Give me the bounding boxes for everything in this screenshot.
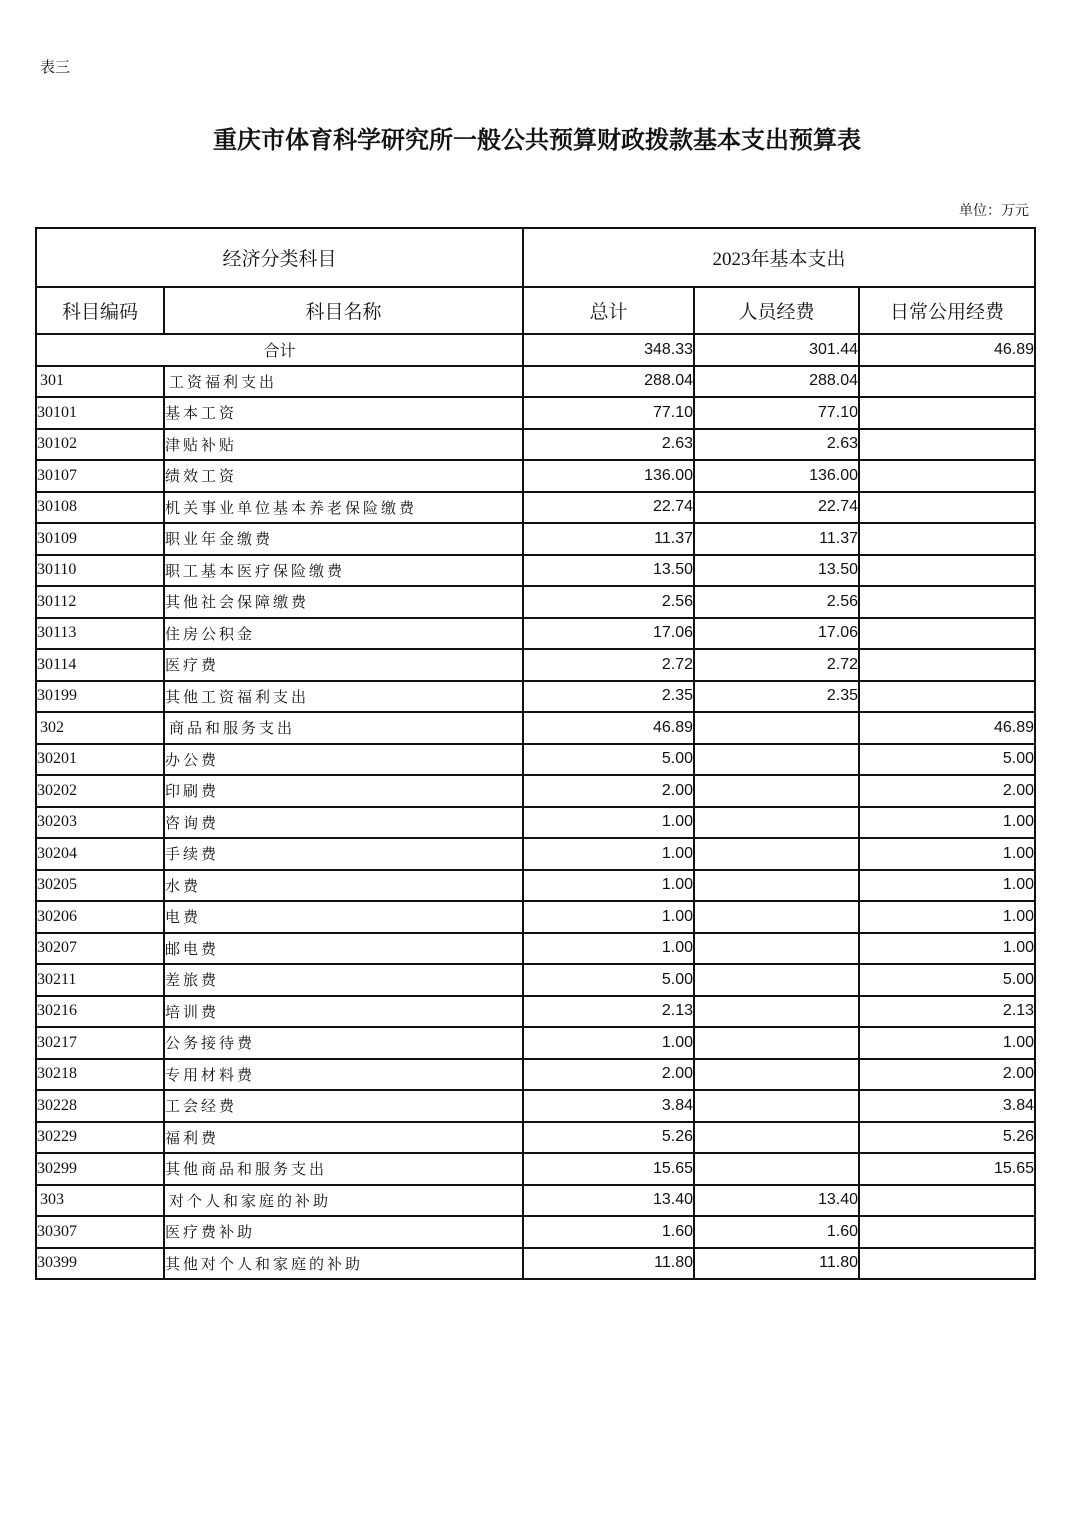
table-row — [36, 681, 1035, 713]
column-header-personnel: 人员经费 — [694, 287, 859, 334]
table-row — [36, 807, 1035, 839]
row-name: 差旅费 — [164, 964, 523, 996]
row-name: 其他对个人和家庭的补助 — [164, 1248, 523, 1280]
unit-label: 单位：万元 — [959, 203, 1029, 219]
row-code: 30107 — [36, 460, 164, 492]
row-code: 30217 — [36, 1027, 164, 1059]
row-code: 30201 — [36, 744, 164, 776]
total-label: 合计 — [36, 334, 523, 366]
table-row — [36, 586, 1035, 618]
table-row — [36, 366, 1035, 398]
row-personnel — [694, 775, 859, 807]
table-row — [36, 1185, 1035, 1217]
row-name: 住房公积金 — [164, 618, 523, 650]
row-name: 津贴补贴 — [164, 429, 523, 461]
row-total: 1.60 — [523, 1216, 694, 1248]
row-personnel: 2.63 — [694, 429, 859, 461]
row-name: 培训费 — [164, 996, 523, 1028]
row-code: 30211 — [36, 964, 164, 996]
row-public: 5.26 — [859, 1122, 1035, 1154]
page-title: 重庆市体育科学研究所一般公共预算财政拨款基本支出预算表 — [213, 125, 861, 154]
row-name: 水费 — [164, 870, 523, 902]
row-total: 1.00 — [523, 901, 694, 933]
row-public: 1.00 — [859, 1027, 1035, 1059]
row-name: 福利费 — [164, 1122, 523, 1154]
table-row — [36, 1153, 1035, 1185]
row-personnel: 2.56 — [694, 586, 859, 618]
row-code: 30110 — [36, 555, 164, 587]
row-code: 30228 — [36, 1090, 164, 1122]
table-row — [36, 1122, 1035, 1154]
row-name: 机关事业单位基本养老保险缴费 — [164, 492, 523, 524]
row-public: 3.84 — [859, 1090, 1035, 1122]
row-total: 1.00 — [523, 870, 694, 902]
table-row — [36, 870, 1035, 902]
row-total: 3.84 — [523, 1090, 694, 1122]
row-total: 2.00 — [523, 775, 694, 807]
table-row — [36, 901, 1035, 933]
row-personnel — [694, 1122, 859, 1154]
row-public — [859, 555, 1035, 587]
table-row — [36, 555, 1035, 587]
row-name: 其他商品和服务支出 — [164, 1153, 523, 1185]
column-header-code: 科目编码 — [36, 287, 164, 334]
table-row — [36, 523, 1035, 555]
table-row — [36, 838, 1035, 870]
row-personnel — [694, 964, 859, 996]
row-personnel: 11.80 — [694, 1248, 859, 1280]
row-code: 30204 — [36, 838, 164, 870]
row-code: 30109 — [36, 523, 164, 555]
row-personnel: 2.72 — [694, 649, 859, 681]
row-code: 302 — [36, 712, 164, 744]
row-public: 46.89 — [859, 712, 1035, 744]
row-public: 1.00 — [859, 807, 1035, 839]
row-personnel — [694, 838, 859, 870]
row-code: 30216 — [36, 996, 164, 1028]
row-personnel: 17.06 — [694, 618, 859, 650]
row-public: 2.00 — [859, 775, 1035, 807]
row-name: 专用材料费 — [164, 1059, 523, 1091]
row-personnel — [694, 996, 859, 1028]
row-name: 手续费 — [164, 838, 523, 870]
row-code: 30207 — [36, 933, 164, 965]
row-code: 30399 — [36, 1248, 164, 1280]
column-header-total: 总计 — [523, 287, 694, 334]
table-row — [36, 933, 1035, 965]
row-personnel: 22.74 — [694, 492, 859, 524]
row-code: 301 — [36, 366, 164, 398]
table-number-label: 表三 — [40, 58, 71, 76]
row-personnel — [694, 744, 859, 776]
table-row — [36, 1216, 1035, 1248]
table-row — [36, 964, 1035, 996]
row-total: 1.00 — [523, 807, 694, 839]
row-total: 1.00 — [523, 933, 694, 965]
row-personnel — [694, 712, 859, 744]
row-public — [859, 1185, 1035, 1217]
row-name: 对个人和家庭的补助 — [164, 1185, 523, 1217]
row-total: 1.00 — [523, 1027, 694, 1059]
row-code: 30202 — [36, 775, 164, 807]
table-row — [36, 1027, 1035, 1059]
row-total: 2.56 — [523, 586, 694, 618]
row-total: 1.00 — [523, 838, 694, 870]
row-code: 30307 — [36, 1216, 164, 1248]
row-total: 5.26 — [523, 1122, 694, 1154]
row-code: 30112 — [36, 586, 164, 618]
row-name: 其他社会保障缴费 — [164, 586, 523, 618]
row-code: 30299 — [36, 1153, 164, 1185]
row-total: 2.13 — [523, 996, 694, 1028]
row-name: 咨询费 — [164, 807, 523, 839]
row-personnel — [694, 807, 859, 839]
row-name: 商品和服务支出 — [164, 712, 523, 744]
row-total: 2.72 — [523, 649, 694, 681]
row-personnel: 11.37 — [694, 523, 859, 555]
row-code: 30206 — [36, 901, 164, 933]
table-row — [36, 492, 1035, 524]
row-name: 职业年金缴费 — [164, 523, 523, 555]
row-name: 办公费 — [164, 744, 523, 776]
row-public: 1.00 — [859, 870, 1035, 902]
table-row — [36, 397, 1035, 429]
column-header-public: 日常公用经费 — [859, 287, 1035, 334]
table-row — [36, 775, 1035, 807]
row-personnel: 13.50 — [694, 555, 859, 587]
column-header-name: 科目名称 — [164, 287, 523, 334]
row-code: 30229 — [36, 1122, 164, 1154]
header-basic-expenditure-2023: 2023年基本支出 — [523, 228, 1035, 287]
row-total: 13.50 — [523, 555, 694, 587]
row-name: 医疗费 — [164, 649, 523, 681]
row-personnel — [694, 1153, 859, 1185]
table-row — [36, 996, 1035, 1028]
row-name: 工会经费 — [164, 1090, 523, 1122]
row-total: 2.35 — [523, 681, 694, 713]
row-public: 2.00 — [859, 1059, 1035, 1091]
row-public — [859, 649, 1035, 681]
row-code: 30108 — [36, 492, 164, 524]
row-name: 电费 — [164, 901, 523, 933]
row-code: 30199 — [36, 681, 164, 713]
row-public — [859, 429, 1035, 461]
table-row — [36, 618, 1035, 650]
row-personnel: 77.10 — [694, 397, 859, 429]
table-row — [36, 649, 1035, 681]
row-public — [859, 460, 1035, 492]
row-name: 基本工资 — [164, 397, 523, 429]
row-name: 医疗费补助 — [164, 1216, 523, 1248]
table-row — [36, 429, 1035, 461]
row-total: 77.10 — [523, 397, 694, 429]
row-name: 职工基本医疗保险缴费 — [164, 555, 523, 587]
row-public — [859, 397, 1035, 429]
table-row — [36, 1248, 1035, 1280]
row-personnel — [694, 870, 859, 902]
row-public: 5.00 — [859, 744, 1035, 776]
row-public — [859, 523, 1035, 555]
row-personnel — [694, 1027, 859, 1059]
row-public: 15.65 — [859, 1153, 1035, 1185]
row-personnel — [694, 1090, 859, 1122]
row-total: 13.40 — [523, 1185, 694, 1217]
row-total: 17.06 — [523, 618, 694, 650]
table-row — [36, 1090, 1035, 1122]
row-public: 1.00 — [859, 901, 1035, 933]
row-personnel: 136.00 — [694, 460, 859, 492]
row-public: 1.00 — [859, 838, 1035, 870]
row-total: 2.63 — [523, 429, 694, 461]
row-public: 5.00 — [859, 964, 1035, 996]
row-public: 2.13 — [859, 996, 1035, 1028]
row-public — [859, 681, 1035, 713]
row-code: 30203 — [36, 807, 164, 839]
row-personnel: 1.60 — [694, 1216, 859, 1248]
row-public — [859, 586, 1035, 618]
row-code: 30102 — [36, 429, 164, 461]
row-personnel — [694, 933, 859, 965]
row-public — [859, 492, 1035, 524]
total-public: 46.89 — [859, 334, 1035, 366]
row-code: 30114 — [36, 649, 164, 681]
budget-table — [35, 227, 1036, 1280]
row-name: 印刷费 — [164, 775, 523, 807]
row-personnel: 13.40 — [694, 1185, 859, 1217]
row-total: 136.00 — [523, 460, 694, 492]
row-total: 11.80 — [523, 1248, 694, 1280]
total-row — [36, 334, 1035, 366]
table-row — [36, 460, 1035, 492]
row-total: 2.00 — [523, 1059, 694, 1091]
row-total: 46.89 — [523, 712, 694, 744]
row-public — [859, 1248, 1035, 1280]
total-amount: 348.33 — [523, 334, 694, 366]
table-row — [36, 744, 1035, 776]
table-row — [36, 712, 1035, 744]
row-personnel — [694, 1059, 859, 1091]
header-economic-classification: 经济分类科目 — [36, 228, 523, 287]
row-total: 11.37 — [523, 523, 694, 555]
row-public: 1.00 — [859, 933, 1035, 965]
total-personnel: 301.44 — [694, 334, 859, 366]
row-personnel — [694, 901, 859, 933]
row-public — [859, 366, 1035, 398]
row-total: 5.00 — [523, 964, 694, 996]
row-personnel: 288.04 — [694, 366, 859, 398]
row-name: 公务接待费 — [164, 1027, 523, 1059]
row-name: 邮电费 — [164, 933, 523, 965]
row-code: 30113 — [36, 618, 164, 650]
row-name: 其他工资福利支出 — [164, 681, 523, 713]
row-public — [859, 618, 1035, 650]
row-total: 288.04 — [523, 366, 694, 398]
table-row — [36, 1059, 1035, 1091]
row-name: 工资福利支出 — [164, 366, 523, 398]
row-total: 22.74 — [523, 492, 694, 524]
row-personnel: 2.35 — [694, 681, 859, 713]
row-name: 绩效工资 — [164, 460, 523, 492]
row-total: 5.00 — [523, 744, 694, 776]
row-code: 30101 — [36, 397, 164, 429]
row-code: 303 — [36, 1185, 164, 1217]
row-code: 30205 — [36, 870, 164, 902]
row-total: 15.65 — [523, 1153, 694, 1185]
row-public — [859, 1216, 1035, 1248]
row-code: 30218 — [36, 1059, 164, 1091]
